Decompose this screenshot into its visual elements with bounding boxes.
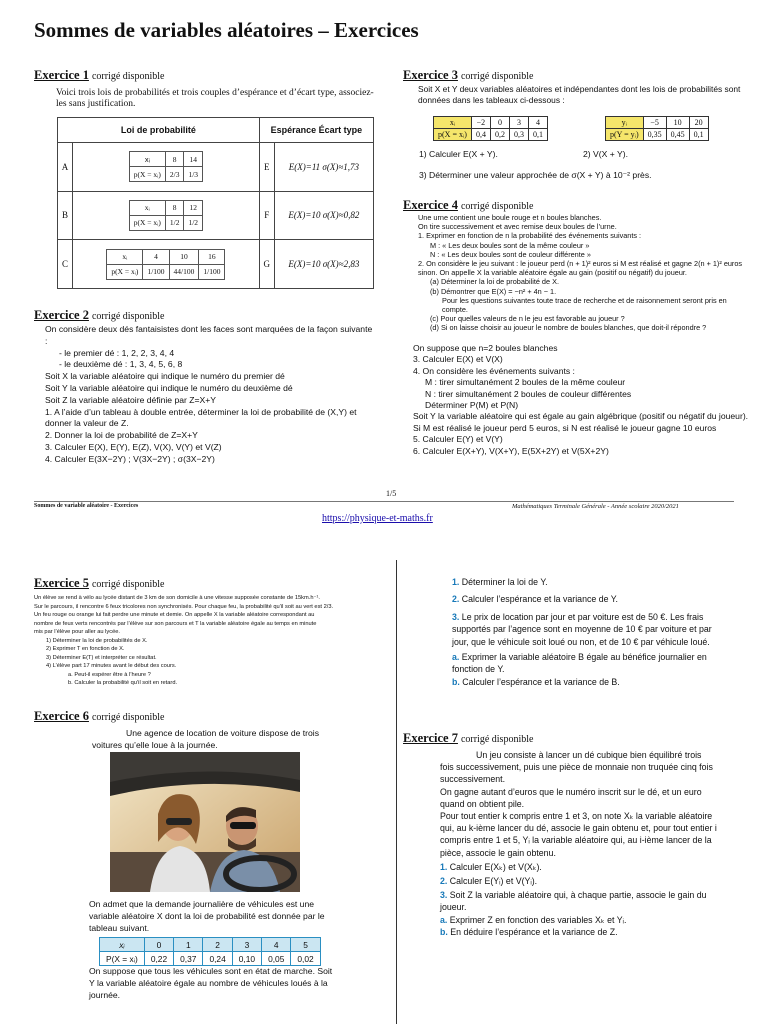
ex4-small-line: M : « Les deux boules sont de la même couleur » — [430, 240, 590, 250]
ex7-heading — [403, 731, 533, 746]
ex3-phead: p(Y = yᵢ) — [606, 129, 644, 141]
ex4-line: On suppose que n=2 boules blanches — [413, 343, 558, 353]
footer-rule — [34, 501, 734, 502]
ex4-small-line: 1. Exprimer en fonction de n la probabilité des événements suivants : — [418, 231, 642, 241]
ex1-row-c — [58, 240, 374, 289]
ex3-p: 0,35 — [643, 129, 666, 141]
ex3-title: Exercice 3 — [403, 68, 458, 82]
ex4-small-line: (d) Si on laisse choisir au joueur le nombre de boules blanches, que doit-il répondre ? — [430, 323, 707, 333]
ex1-p: 44/100 — [169, 264, 199, 279]
ex2-heading — [34, 308, 164, 323]
ex6-after: On suppose que tous les véhicules sont en état de marche. Soit Y la variable aléatoire égale au nombre de véhicules loués à la journée. — [89, 966, 333, 1000]
ex7-q1: 1. Calculer E(Xₖ) et V(Xₖ). — [440, 861, 542, 872]
ex3-y: 20 — [689, 117, 708, 129]
ex3-p: 0,2 — [490, 129, 509, 141]
ex5-line: Un feu rouge ou orange lui fait perdre une minute et demie. On appelle X la variable aléatoire correspondant au — [34, 612, 315, 618]
ex3-p: 0,1 — [528, 129, 547, 141]
ex1-row-a — [58, 143, 374, 192]
ex2-line: Soit X la variable aléatoire qui indique le numéro du premier dé — [45, 371, 285, 382]
ex6-questions — [452, 576, 720, 688]
ex5-line: 4) L’élève part 17 minutes avant le début des cours. — [46, 663, 177, 669]
ex1-phead: p(X = xᵢ) — [107, 264, 143, 279]
ex1-letter: A — [58, 143, 73, 192]
ex3-p: 0,45 — [666, 129, 689, 141]
ex1-p: 1/2 — [165, 215, 184, 230]
ex6-q1-text: Déterminer la loi de Y. — [461, 577, 548, 587]
ex7-q2: 2. Calculer E(Yᵢ) et V(Yᵢ). — [440, 876, 538, 887]
ex1-heading — [34, 68, 164, 83]
ex4-line: M : tirer simultanément 2 boules de la même couleur — [425, 377, 626, 388]
ex6-x: 4 — [262, 938, 291, 952]
ex3-phead: p(X = xᵢ) — [434, 129, 472, 141]
ex5-line: 1) Déterminer la loi de probabilités de X. — [46, 637, 148, 644]
ex4-line: 5. Calculer E(Y) et V(Y) — [413, 434, 503, 445]
ex5-line: mis par l’élève pour aller au lycée. — [34, 629, 120, 635]
ex3-p: 0,3 — [509, 129, 528, 141]
ex1-law — [129, 200, 203, 231]
ex4-small-line: Pour les questions suivantes toute trace de recherche et de raisonnement seront pris en compte. — [442, 295, 727, 315]
ex2-line: Soit Y la variable aléatoire qui indique le numéro du deuxième dé — [45, 382, 293, 393]
ex1-p: 2/3 — [165, 167, 184, 182]
ex5-line: Un élève se rend à vélo au lycée distant de 3 km de son domicile à une vitesse supposée constante de 15km.h⁻¹. — [34, 595, 320, 601]
ex4-line: N : tirer simultanément 2 boules de couleur différentes — [425, 388, 632, 399]
ex3-yhead: yᵢ — [606, 117, 644, 129]
ex7-title: Exercice 7 — [403, 731, 458, 745]
ex6-p: 0,24 — [203, 952, 232, 966]
ex2-line: 3. Calculer E(X), E(Y), E(Z), V(X), V(Y) et V(Z) — [45, 441, 222, 452]
ex1-table — [57, 117, 374, 289]
ex1-letter: B — [58, 191, 73, 240]
ex2-line: - le premier dé : 1, 2, 2, 3, 4, 4 — [59, 347, 175, 358]
ex1-x: 14 — [184, 152, 203, 167]
ex1-p: 1/100 — [199, 264, 225, 279]
ex6-qa-text: Exprimer la variable aléatoire B égale au bénéfice journalier en fonction de Y. — [452, 652, 707, 675]
ex6-qa: a. Exprimer la variable aléatoire B égale au bénéfice journalier en fonction de Y. — [452, 652, 707, 675]
ex6-x: 2 — [203, 938, 232, 952]
ex4-title: Exercice 4 — [403, 198, 458, 212]
ex1-instructions: Voici trois lois de probabilités et trois couples d’espérance et d’écart type, associez-les sans justification. — [56, 88, 374, 109]
ex2-line: Soit Z la variable aléatoire définie par Z=X+Y — [45, 394, 217, 405]
ex4-small-line: (c) Pour quelles valeurs de n le jeu est favorable au joueur ? — [430, 314, 625, 324]
ex1-p: 1/100 — [143, 264, 169, 279]
ex1-stat: E(X)=10 σ(X)≈2,83 — [274, 240, 373, 289]
ex6-p: 0,02 — [291, 952, 320, 966]
ex6-q3: 3. Le prix de location par jour et par voiture est de 50 €. Les frais supportés par l’agence sont en moyenne de 10 € par voiture et par jour, que le véhicule soit loué ou non, et de 10 € par véhicule loué. — [452, 611, 712, 647]
ex3-table-x — [433, 116, 548, 141]
ex4-heading — [403, 198, 533, 213]
ex1-law — [129, 151, 203, 182]
ex6-q2-text: Calculer l’espérance et la variance de Y. — [461, 594, 618, 605]
ex3-x: −2 — [471, 117, 490, 129]
ex6-xhead: xᵢ — [100, 938, 145, 952]
ex7-q1-text: Calculer E(Xₖ) et V(Xₖ). — [449, 861, 542, 872]
ex6-table — [99, 937, 321, 966]
ex6-x: 1 — [174, 938, 203, 952]
ex4-small-line: N : « Les deux boules sont de couleur différente » — [430, 249, 591, 259]
ex1-x: 16 — [199, 249, 225, 264]
ex7-body — [440, 749, 717, 938]
ex7-q3: 3. Soit Z la variable aléatoire qui, à chaque partie, associe le gain du joueur. — [440, 890, 707, 913]
ex3-tag: corrigé disponible — [460, 71, 534, 82]
ex1-letter2: G — [259, 240, 274, 289]
ex4-statement — [418, 213, 754, 333]
ex4-line: 4. On considère les événements suivants : — [413, 365, 575, 376]
ex1-letter2: E — [259, 143, 274, 192]
ex5-body — [34, 594, 374, 688]
ex6-p: 0,05 — [262, 952, 291, 966]
ex3-intro: Soit X et Y deux variables aléatoires et indépendantes dont les lois de probabilités sont données dans les tableaux ci-dessous : — [418, 84, 741, 105]
footer-right: Mathématiques Terminale Générale - Année scolaire 2020/2021 — [512, 503, 679, 510]
ex5-line: Sur le parcours, il rencontre 6 feux tricolores non synchronisés. Pour chaque feu, la probabilité qu’il soit au vert est 2/3. — [34, 603, 334, 610]
ex7-q2-text: Calculer E(Yᵢ) et V(Yᵢ). — [449, 876, 538, 887]
ex7-para: On gagne autant d’euros que le numéro inscrit sur le dé, et un euro quand on obtient pile. — [440, 786, 702, 809]
ex3-q3: 3) Déterminer une valeur approchée de σ(X + Y) à 10⁻² près. — [419, 170, 652, 180]
ex3-xhead: xᵢ — [434, 117, 472, 129]
column-divider — [396, 560, 397, 1024]
ex1-stat: E(X)=10 σ(X)≈0,82 — [274, 191, 373, 240]
ex4-line: 3. Calculer E(X) et V(X) — [413, 354, 503, 365]
page-gap — [0, 528, 768, 556]
ex7-q3-text: Soit Z la variable aléatoire qui, à chaque partie, associe le gain du joueur. — [440, 890, 707, 913]
ex4-body — [413, 343, 758, 457]
ex3-y: −5 — [643, 117, 666, 129]
ex3-q2: 2) V(X + Y). — [583, 149, 628, 159]
ex1-letter: C — [58, 240, 73, 289]
ex3-x: 4 — [528, 117, 547, 129]
ex4-line: Soit Y la variable aléatoire qui est égale au gain algébrique (positif ou négatif du joueur). Si M est réalisé le joueur perd 5 euros, si N est réalisé le joueur gagne 10 euros — [413, 411, 749, 433]
ex5-heading — [34, 576, 164, 591]
ex6-qb-text: Calculer l’espérance et la variance de B. — [462, 676, 620, 687]
ex2-body — [45, 324, 375, 466]
ex3-x: 3 — [509, 117, 528, 129]
ex1-row-b — [58, 191, 374, 240]
ex7-qa: a. Exprimer Z en fonction des variables Xₖ et Yᵢ. — [440, 914, 627, 925]
ex1-x: 12 — [184, 200, 203, 215]
ex1-law — [106, 249, 225, 280]
ex6-phead: P(X = xᵢ) — [100, 952, 145, 966]
ex5-title: Exercice 5 — [34, 576, 89, 590]
ex6-tag: corrigé disponible — [91, 712, 165, 723]
ex6-x: 0 — [144, 938, 173, 952]
ex7-tag: corrigé disponible — [460, 734, 534, 745]
ex1-p: 1/2 — [184, 215, 203, 230]
page-title: Sommes de variables aléatoires – Exercices — [34, 18, 419, 42]
ex6-heading — [34, 709, 164, 724]
ex1-xhead: xᵢ — [129, 152, 165, 167]
ex7-para: Pour tout entier k compris entre 1 et 3, on note Xₖ la variable aléatoire qui, au k-ième lancer du dé, associe le gain obtenu et, pour tout entier i compris entre 1 et 5, Yᵢ la variable aléatoire qui, au i-ième lancer de la pièce, associe le gain obtenu. — [440, 811, 717, 858]
ex1-phead: p(X = xᵢ) — [129, 167, 165, 182]
ex4-small-line: (a) Déterminer la loi de probabilité de X. — [430, 277, 559, 287]
ex3-heading — [403, 68, 533, 83]
ex5-line: 2) Exprimer T en fonction de X. — [46, 646, 125, 652]
ex1-x: 10 — [169, 249, 199, 264]
car-photo — [110, 752, 300, 892]
ex1-x: 8 — [165, 200, 184, 215]
ex7-para: Un jeu consiste à lancer un dé cubique bien équilibré trois fois successivement, puis une pièce de monnaie non truquée cinq fois successivement. — [440, 750, 713, 785]
ex6-mid: On admet que la demande journalière de véhicules est une variable aléatoire X dont la loi de probabilité est donnée par le tableau suivant. — [89, 899, 325, 933]
ex5-line: nombre de feux verts rencontrés par l’élève sur son parcours et T la variable aléatoire égale au temps en minute — [34, 620, 317, 627]
ex3-q1: 1) Calculer E(X + Y). — [419, 149, 498, 159]
ex3-x: 0 — [490, 117, 509, 129]
ex2-line: 2. Donner la loi de probabilité de Z=X+Y — [45, 430, 198, 441]
site-link[interactable]: https://physique-et-maths.fr — [322, 513, 433, 524]
ex6-p: 0,37 — [174, 952, 203, 966]
ex6-x: 3 — [232, 938, 261, 952]
ex1-p: 1/3 — [184, 167, 203, 182]
ex2-line: 4. Calculer E(3X−2Y) ; V(3X−2Y) ; σ(3X−2Y) — [45, 453, 215, 464]
ex4-small-line: On tire successivement et avec remise deux boules de l’urne. — [418, 222, 617, 232]
ex3-p: 0,1 — [689, 129, 708, 141]
ex5-line: a. Peut-il espérer être à l’heure ? — [68, 671, 151, 678]
ex6-q2: 2. Calculer l’espérance et la variance de Y. — [452, 594, 618, 605]
ex1-x: 4 — [143, 249, 169, 264]
ex6-p: 0,22 — [144, 952, 173, 966]
ex3-table-y — [605, 116, 709, 141]
ex6-q3-text: Le prix de location par jour et par voiture est de 50 €. Les frais supportés par l’agence sont en moyenne de 10 € par voiture et par jour, que le véhicule soit loué ou non, et de 10 € par véhicule loué. — [452, 611, 712, 647]
ex1-col2: Espérance Écart type — [259, 118, 373, 143]
ex6-qb: b. Calculer l’espérance et la variance de B. — [452, 676, 620, 687]
ex2-line: On considère deux dés fantaisistes dont les faces sont marquées de la façon suivante : — [45, 324, 373, 346]
ex1-xhead: xᵢ — [107, 249, 143, 264]
ex4-small-line: 2. On considère le jeu suivant : le joueur perd (n + 1)² euros si M est réalisé et gagne 2(n + 1)² euros sinon. On appelle X la variable aléatoire égale au gain (positif ou négatif) du joueur. — [418, 259, 743, 278]
ex3-y: 10 — [666, 117, 689, 129]
ex2-title: Exercice 2 — [34, 308, 89, 322]
ex4-tag: corrigé disponible — [460, 201, 534, 212]
ex7-qb-text: En déduire l’espérance et la variance de Z. — [450, 926, 618, 937]
ex5-line: 3) Déterminer E(T) et interpréter ce résultat. — [46, 654, 157, 661]
ex1-tag: corrigé disponible — [91, 71, 165, 82]
ex4-line: 6. Calculer E(X+Y), V(X+Y), E(5X+2Y) et V(5X+2Y) — [413, 445, 609, 456]
ex5-line: b. Calculer la probabilité qu’il soit en retard. — [68, 680, 178, 686]
ex6-p: 0,10 — [232, 952, 261, 966]
ex6-x: 5 — [291, 938, 320, 952]
page-number: 1/5 — [386, 489, 397, 498]
footer-left: Sommes de variable aléatoire - Exercices — [34, 503, 139, 509]
ex3-p: 0,4 — [471, 129, 490, 141]
ex4-small-line: (b) Démontrer que E(X) = −n² + 4n − 1. — [430, 286, 557, 296]
ex4-small-line: Une urne contient une boule rouge et n boules blanches. — [418, 213, 602, 222]
ex7-qb: b. En déduire l’espérance et la variance de Z. — [440, 926, 618, 937]
ex2-tag: corrigé disponible — [91, 311, 165, 322]
ex1-title: Exercice 1 — [34, 68, 89, 82]
ex2-line: 1. A l’aide d’un tableau à double entrée, déterminer la loi de probabilité de (X,Y) et donner la valeur de Z. — [45, 406, 357, 429]
ex1-phead: p(X = xᵢ) — [129, 215, 165, 230]
ex1-x: 8 — [165, 152, 184, 167]
ex7-qa-text: Exprimer Z en fonction des variables Xₖ et Yᵢ. — [449, 914, 627, 925]
ex1-col1: Loi de probabilité — [58, 118, 260, 143]
ex6-intro: Une agence de location de voiture dispose de trois voitures qu’elle loue à la journée. — [92, 728, 320, 750]
ex1-xhead: xᵢ — [129, 200, 165, 215]
ex1-stat: E(X)=11 σ(X)≈1,73 — [274, 143, 373, 192]
ex6-title: Exercice 6 — [34, 709, 89, 723]
ex4-line: Déterminer P(M) et P(N) — [425, 400, 519, 411]
ex1-letter2: F — [259, 191, 274, 240]
ex6-q1: 1. Déterminer la loi de Y. — [452, 577, 548, 587]
ex5-tag: corrigé disponible — [91, 579, 165, 590]
ex2-line: - le deuxième dé : 1, 3, 4, 5, 6, 8 — [59, 359, 183, 370]
car-photo-image — [110, 752, 300, 892]
